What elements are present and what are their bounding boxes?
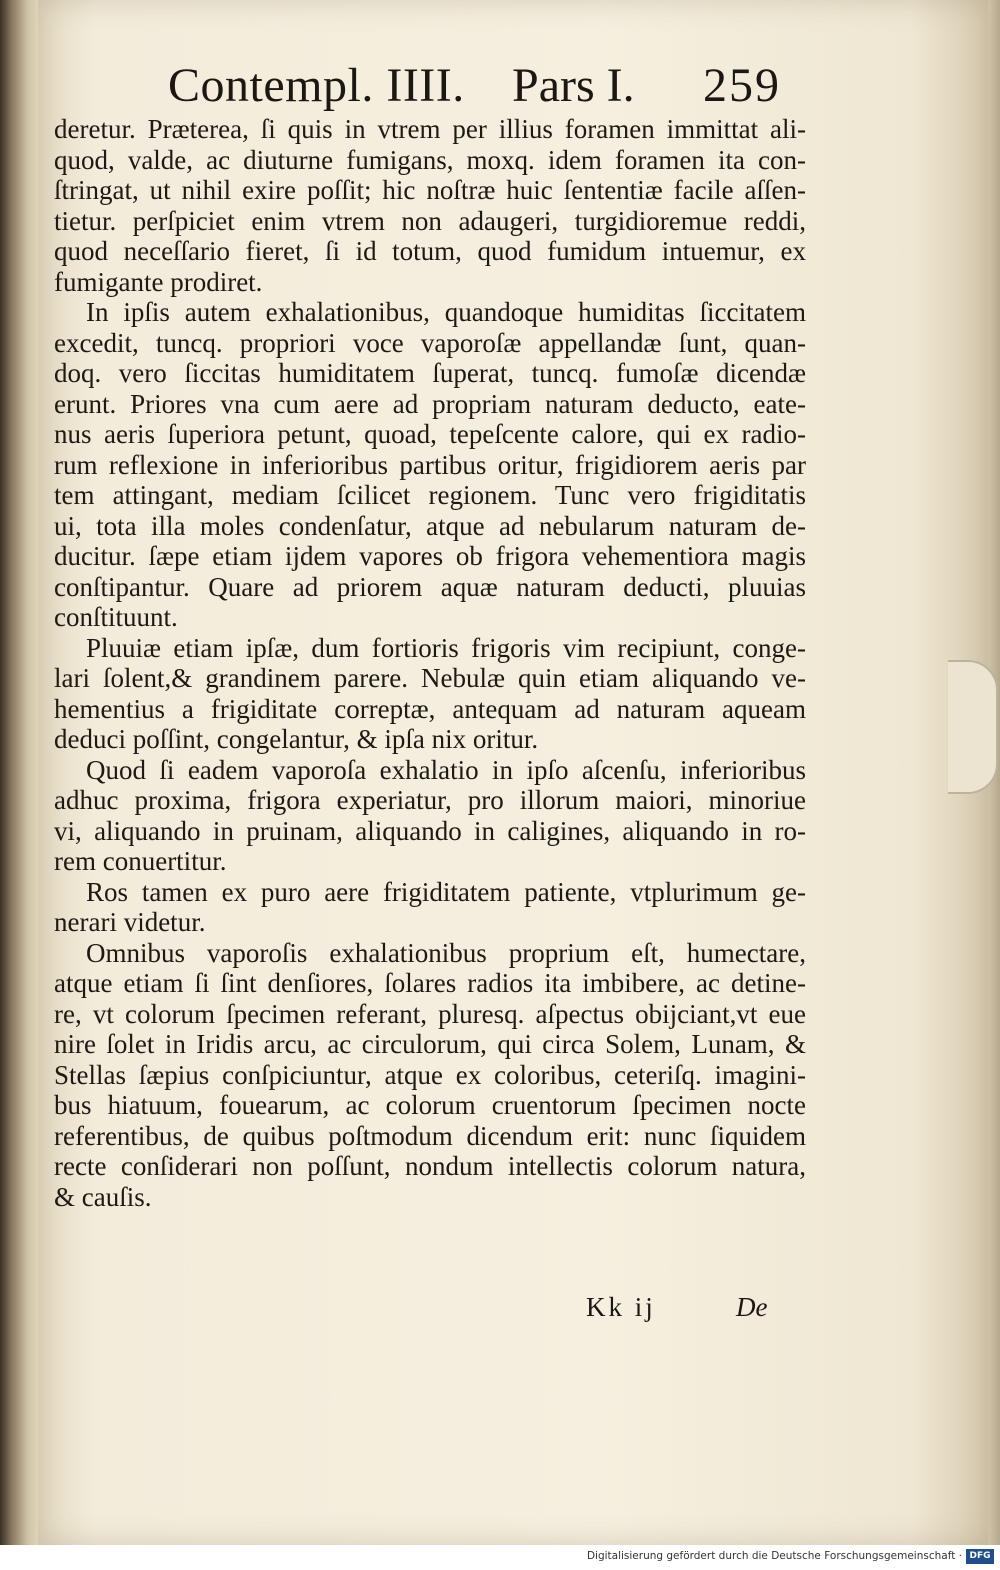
text-line: ui, tota illa moles condenſatur, atque ad nebularum naturam de- — [54, 510, 806, 541]
running-pars: Pars I. — [512, 59, 635, 112]
text-line: Ros tamen ex puro aere frigiditatem patiente, vtplurimum ge- — [86, 876, 806, 907]
text-line: re, vt colorum ſpecimen referant, pluresq. aſpectus obijciant,vt eue — [54, 998, 806, 1029]
text-line: referentibus, de quibus poſtmodum dicendum erit: nunc ſiquidem — [54, 1120, 806, 1151]
text-line: Omnibus vaporoſis exhalationibus proprium eſt, humectare, — [86, 937, 806, 968]
text-line: recte conſiderari non poſſunt, nondum intellectis colorum natura, — [54, 1151, 806, 1181]
running-header — [168, 58, 788, 118]
text-line: rum reflexione in inferioribus partibus oritur, frigidiorem aeris par — [54, 449, 806, 480]
running-title: Contempl. IIII. — [168, 59, 465, 112]
text-line: conſtipantur. Quare ad priorem aquæ naturam deducti, pluuias — [54, 571, 806, 602]
facing-page-edge — [0, 0, 40, 1545]
text-line: nire ſolet in Iridis arcu, ac circulorum, qui circa Solem, Lunam, & — [54, 1029, 806, 1059]
text-line: deretur. Præterea, ſi quis in vtrem per illius foramen immittat ali- — [54, 114, 806, 144]
text-line: excedit, tuncq. propriori voce vaporoſæ appellandæ ſunt, quan- — [54, 327, 806, 358]
digitization-footer — [0, 1545, 1000, 1570]
text-line: vi, aliquando in pruinam, aliquando in caligines, aliquando in ro- — [54, 815, 806, 846]
text-line: nus aeris ſuperiora petunt, quoad, tepeſcente calore, qui ex radio- — [54, 419, 806, 449]
text-line: doq. vero ſiccitas humiditatem ſuperat, tuncq. fumoſæ dicendæ — [54, 358, 806, 388]
text-line: erunt. Priores vna cum aere ad propriam naturam deducto, eate- — [54, 388, 806, 419]
catchline — [586, 1292, 826, 1328]
text-line: tem attingant, mediam ſcilicet regionem. Tunc vero frigiditatis — [54, 480, 806, 510]
text-line: ducitur. ſæpe etiam ijdem vapores ob frigora vehementiora magis — [54, 541, 806, 571]
folio-number: 259 — [703, 59, 781, 112]
text-line: hementius a frigiditate correptæ, antequam ad naturam aqueam — [54, 693, 806, 724]
text-line: rem conuertitur. — [54, 846, 227, 876]
dfg-logo: DFG — [966, 1549, 994, 1564]
text-line: nerari videtur. — [54, 907, 206, 937]
catchword: De — [736, 1292, 768, 1322]
text-line: In ipſis autem exhalationibus, quandoque humiditas ſiccitatem — [86, 297, 806, 327]
text-line: atque etiam ſi ſint denſiores, ſolares radios ita imbibere, ac detine- — [54, 968, 806, 998]
text-line: Quod ſi eadem vaporoſa exhalatio in ipſo aſcenſu, inferioribus — [86, 754, 806, 785]
text-line: bus hiatuum, fouearum, ac colorum cruentorum ſpecimen nocte — [54, 1090, 806, 1120]
text-line: tietur. perſpiciet enim vtrem non adaugeri, turgidioremue reddi, — [54, 205, 806, 236]
text-line: Stellas ſæpius conſpiciuntur, atque ex coloribus, ceteriſq. imagini- — [54, 1059, 806, 1090]
text-line: quod neceſſario fieret, ſi id totum, quod fumidum intuemur, ex — [54, 236, 806, 266]
body-text — [54, 114, 806, 1212]
text-line: Pluuiæ etiam ipſæ, dum fortioris frigoris vim recipiunt, conge- — [86, 632, 806, 663]
text-line: fumigante prodiret. — [54, 266, 263, 297]
text-line: deduci poſſint, congelantur, & ipſa nix oritur. — [54, 724, 539, 754]
text-line: lari ſolent,& grandinem parere. Nebulæ quin etiam aliquando ve- — [54, 663, 806, 693]
text-line: adhuc proxima, frigora experiatur, pro illorum maiori, minoriue — [54, 785, 806, 815]
text-line: & cauſis. — [54, 1181, 152, 1212]
text-line: ſtringat, ut nihil exire poſſit; hic noſtræ huic ſententiæ facile aſſen- — [54, 175, 806, 205]
funding-credit: Digitalisierung gefördert durch die Deutsche Forschungsgemeinschaft · — [586, 1550, 962, 1562]
signature-mark: Kk ij — [586, 1292, 656, 1322]
text-line: quod, valde, ac diuturne fumigans, moxq. idem foramen ita con- — [54, 144, 806, 175]
page-tab-marker — [948, 660, 998, 794]
text-line: conſtituunt. — [54, 602, 178, 632]
